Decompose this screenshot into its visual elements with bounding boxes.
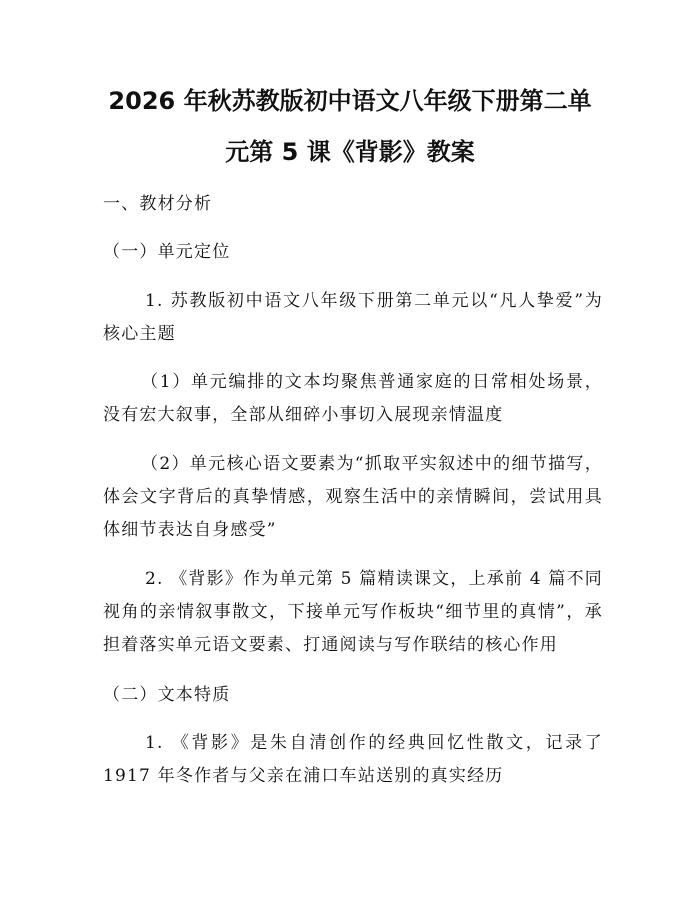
document-title-line-1: 2026 年秋苏教版初中语文八年级下册第二单 <box>108 87 592 115</box>
subsection-heading-unit-positioning: （一）单元定位 <box>103 242 231 262</box>
paragraph-unit-theme: 1. 苏教版初中语文八年级下册第二单元以“凡人挚爱”为核心主题 <box>103 291 603 344</box>
document-title-line-2: 元第 5 课《背影》教案 <box>225 138 475 166</box>
paragraph-unit-core-element: （2）单元核心语文要素为“抓取平实叙述中的细节描写，体会文字背后的真挚情感，观察生活中的亲情瞬间，尝试用具体细节表达自身感受” <box>103 454 603 540</box>
paragraph-unit-texts: （1）单元编排的文本均聚焦普通家庭的日常相处场景，没有宏大叙事，全部从细碎小事切入展现亲情温度 <box>103 372 603 425</box>
subsection-heading-text-features: （二）文本特质 <box>103 685 231 705</box>
paragraph-text-background: 1. 《背影》是朱自清创作的经典回忆性散文，记录了 1917 年冬作者与父亲在浦口车站送别的真实经历 <box>103 733 603 786</box>
section-heading-teaching-analysis: 一、教材分析 <box>103 194 213 214</box>
paragraph-text-role: 2. 《背影》作为单元第 5 篇精读课文，上承前 4 篇不同视角的亲情叙事散文，下接单元写作板块“细节里的真情”，承担着落实单元语文要素、打通阅读与写作联结的核心作用 <box>103 569 603 655</box>
